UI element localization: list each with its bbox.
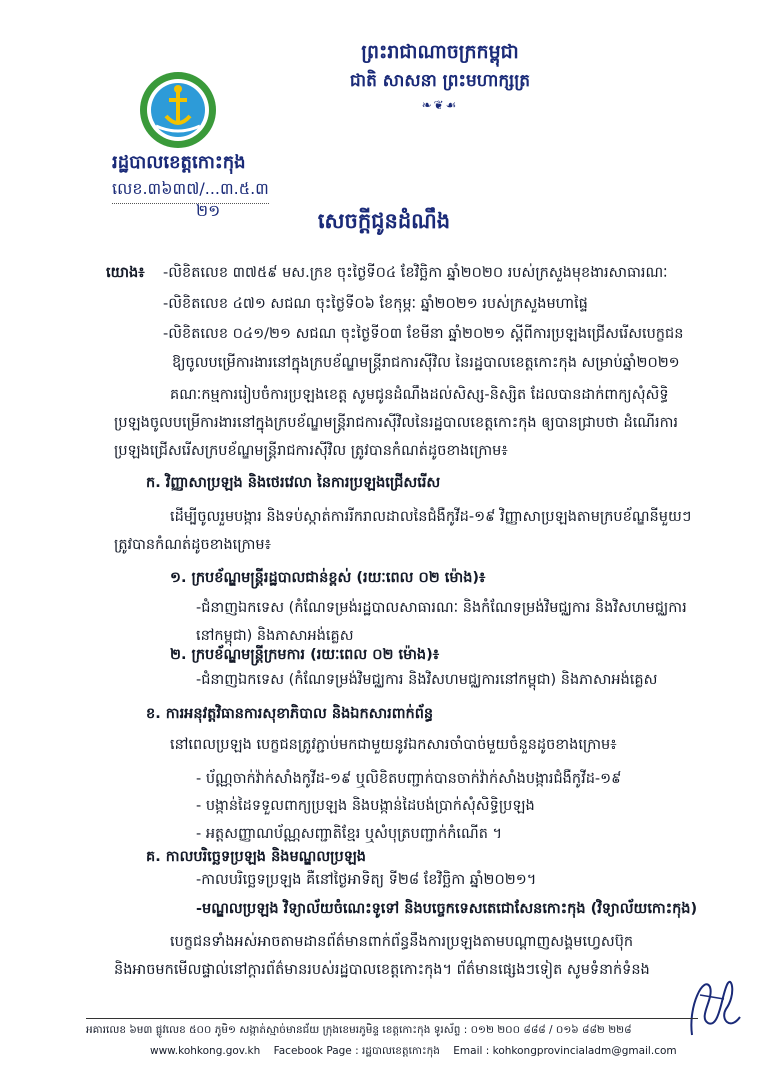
intro-line: គណៈកម្មការរៀបចំការប្រឡងខេត្ត សូមជូនដំណឹងដល់សិស្ស-និស្សិត ដែលបានដាក់ពាក្យសុំសិទ្ធិ — [170, 387, 669, 403]
section-b-heading: ខ. ការអនុវត្តវិធានការសុខាភិបាល និងឯកសារពាក់ព័ន្ធ — [146, 706, 434, 722]
reference-line: -លិខិតលេខ ៣៧៥៩ មស.ក្រខ ចុះថ្ងៃទី០៤ ខែវិច្ឆិកា ឆ្នាំ២០២០ របស់ក្រសួងមុខងារសាធារណៈ — [163, 265, 668, 281]
exam-date-line: -កាលបរិច្ឆេទប្រឡង គឺនៅថ្ងៃអាទិត្យ ទី២៨ ខែវិច្ឆិកា ឆ្នាំ២០២១។ — [196, 872, 537, 888]
kingdom-title: ព្រះរាជាណាចក្រកម្ពុជា — [361, 41, 519, 63]
reference-subnumber: ២១ — [196, 201, 221, 220]
exam-venue-line: -មណ្ឌលប្រឡង វិទ្យាល័យចំណេះទូទៅ និងបច្ចេកទេសតេជោសែនកោះកុង (វិទ្យាល័យកោះកុង) — [196, 901, 698, 917]
document-title: សេចក្តីជូនដំណឹង — [317, 208, 451, 233]
section-a-text: ដើម្បីចូលរួមបង្ការ និងទប់ស្កាត់ការរីករាលដាលនៃជំងឺកូវីដ-១៩ វិញ្ញាសាប្រឡងតាមក្របខ័ណ្ឌនីមួយៗ — [170, 509, 692, 525]
section-a-text: ត្រូវបានកំណត់ដូចខាងក្រោម៖ — [114, 537, 271, 553]
section-a-item-2-title: ២. ក្របខ័ណ្ឌមន្ត្រីក្រមការ (រយៈពេល ០២ ម៉ោង)៖ — [170, 647, 440, 663]
footer-divider — [86, 1018, 698, 1019]
footer-email[interactable]: Email : kohkongprovincialadm@gmail.com — [453, 1045, 677, 1057]
section-b-item: - បង្កាន់ដៃទទួលពាក្យប្រឡង និងបង្កាន់ដៃបង់ប្រាក់សុំសិទ្ធិប្រឡង — [196, 798, 535, 814]
footer-address: អគារលេខ ៦ម៣ ផ្លូវលេខ ៥០០ ភូមិ១ សង្កាត់ស្មាច់មានជ័យ ក្រុងខេមរភូមិន្ទ ខេត្តកោះកុង ទូរស័ព្ទ : ០១២ ២០០ ៨៨៨ / ០១៦ ៨៨២ ២២៨ — [86, 1024, 632, 1036]
section-a-item-1-line: -ជំនាញឯកទេស (កំណែទម្រង់រដ្ឋបាលសាធារណៈ និងកំណែទម្រង់វិមជ្ឈការ និងវិសហមជ្ឈការ — [196, 600, 687, 616]
section-c-text: បេក្ខជនទាំងអស់អាចតាមដានព័ត៌មានពាក់ព័ន្ធនឹងការប្រឡងតាមបណ្តាញសង្គមហ្វេសប៊ុក — [170, 934, 634, 950]
section-c-text: និងអាចមកមើលផ្ទាល់នៅក្តារព័ត៌មានរបស់រដ្ឋបាលខេត្តកោះកុង។ ព័ត៌មានផ្សេងៗទៀត សូមទំនាក់ទំនង — [114, 962, 650, 978]
reference-line: -លិខិតលេខ ០៤១/២១ សជណ ចុះថ្ងៃទី០៣ ខែមីនា ឆ្នាំ២០២១ ស្តីពីការប្រឡងជ្រើសរើសបេក្ខជន — [163, 326, 684, 342]
issuer-name: រដ្ឋបាលខេត្តកោះកុង — [112, 152, 246, 173]
intro-line: ប្រឡងចូលបម្រើការងារនៅក្នុងក្របខ័ណ្ឌមន្ត្រីរាជការស៊ីវិលនៃរដ្ឋបាលខេត្តកោះកុង ឲ្យបានជ្រាបថា ដំណើរការ — [114, 415, 679, 431]
references-label: យោង៖ — [106, 265, 145, 281]
intro-line: ប្រឡងជ្រើសរើសក្របខ័ណ្ឌមន្ត្រីរាជការស៊ីវិល ត្រូវបានកំណត់ដូចខាងក្រោម៖ — [114, 443, 508, 459]
section-a-item-1-line: នៅកម្ពុជា) និងភាសាអង់គ្លេស — [196, 628, 354, 644]
section-a-item-1-title: ១. ក្របខ័ណ្ឌមន្ត្រីរដ្ឋបាលជាន់ខ្ពស់ (រយៈពេល ០២ ម៉ោង)៖ — [170, 570, 486, 586]
section-a-heading: ក. វិញ្ញាសាប្រឡង និងថេរវេលា នៃការប្រឡងជ្រើសរើស — [146, 475, 441, 491]
section-b-text: នៅពេលប្រឡង បេក្ខជនត្រូវភ្ជាប់មកជាមួយនូវឯកសារចាំបាច់មួយចំនួនដូចខាងក្រោម៖ — [170, 737, 617, 753]
reference-line: ឱ្យចូលបម្រើការងារនៅក្នុងក្របខ័ណ្ឌមន្ត្រីរាជការស៊ីវិល នៃរដ្ឋបាលខេត្តកោះកុង សម្រាប់ឆ្នាំ២០២១ — [172, 355, 680, 371]
section-c-heading: គ. កាលបរិច្ឆេទប្រឡង និងមណ្ឌលប្រឡង — [146, 849, 367, 865]
national-motto: ជាតិ សាសនា ព្រះមហាក្សត្រ — [349, 71, 531, 91]
section-b-item: - អត្តសញ្ញាណប័ណ្ណសញ្ជាតិខ្មែរ ឬសំបុត្របញ្ជាក់កំណើត ។ — [196, 826, 503, 842]
reference-number: លេខ.៣៦៣៧/...៣.៥.៣ — [112, 178, 269, 204]
reference-line: -លិខិតលេខ ៤៧១ សជណ ចុះថ្ងៃទី០៦ ខែកុម្ភៈ ឆ្នាំ២០២១ របស់ក្រសួងមហាផ្ទៃ — [163, 296, 588, 312]
footer-facebook[interactable]: Facebook Page : រដ្ឋបាលខេត្តកោះកុង — [273, 1045, 440, 1057]
section-b-item: - ប័ណ្ណចាក់វ៉ាក់សាំងកូវីដ-១៩ ឬលិខិតបញ្ជាក់បានចាក់វ៉ាក់សាំងបង្ការជំងឺកូវីដ-១៩ — [196, 771, 622, 787]
footer-contacts — [150, 1045, 730, 1060]
footer-website[interactable]: www.kohkong.gov.kh — [150, 1045, 261, 1057]
province-logo-icon — [138, 70, 218, 150]
ornament-divider: ❧❦☙ — [421, 98, 459, 112]
section-a-item-2-line: -ជំនាញឯកទេស (កំណែទម្រង់វិមជ្ឈការ និងវិសហមជ្ឈការនៅកម្ពុជា) និងភាសាអង់គ្លេស — [196, 672, 658, 688]
